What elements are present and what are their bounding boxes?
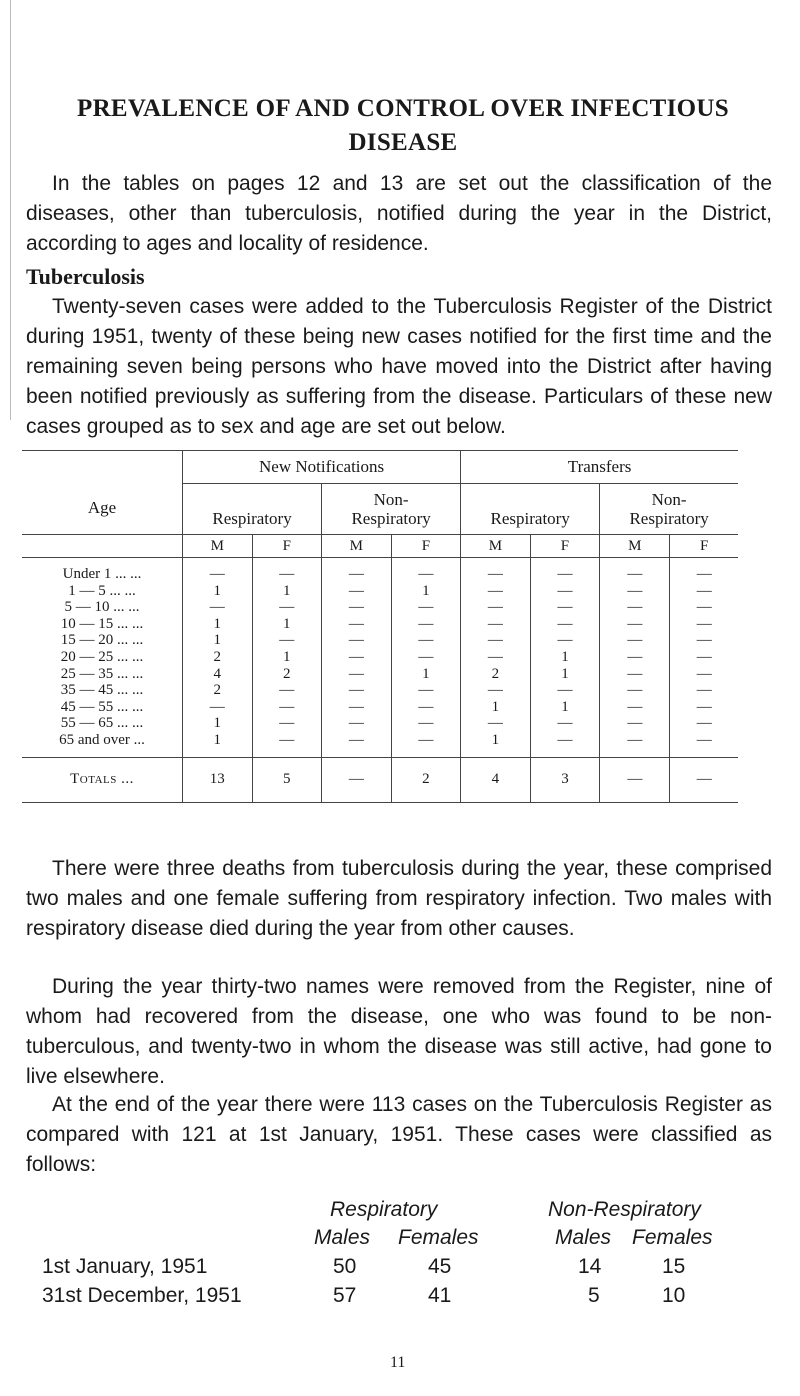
count-cell: —: [252, 558, 322, 583]
count-cell: —: [183, 699, 253, 716]
count-cell: —: [322, 715, 392, 732]
table-row: [22, 558, 738, 583]
title-line-1: PREVALENCE OF AND CONTROL OVER INFECTIOUS: [77, 95, 729, 122]
title-line-2: DISEASE: [348, 129, 458, 156]
totals-cell: 3: [530, 757, 600, 802]
count-cell: —: [322, 616, 392, 633]
count-cell: —: [322, 649, 392, 666]
non-respiratory-males-label: Males: [555, 1226, 612, 1249]
classification-value: 57: [333, 1284, 357, 1307]
count-cell: 1: [252, 616, 322, 633]
count-cell: —: [530, 732, 600, 757]
count-cell: —: [670, 699, 738, 716]
subheader-transfer-non-respiratory: Non- Respiratory: [600, 484, 738, 535]
count-cell: —: [530, 616, 600, 633]
table-body: [22, 558, 738, 758]
sex-header: F: [530, 535, 600, 558]
age-column-header: Age: [22, 451, 183, 535]
count-cell: —: [670, 616, 738, 633]
count-cell: —: [461, 616, 531, 633]
count-cell: —: [600, 715, 670, 732]
totals-cell: 5: [252, 757, 322, 802]
page-edge-rule: [10, 0, 11, 420]
subheader-transfer-respiratory: Respiratory: [461, 484, 600, 535]
count-cell: —: [391, 558, 461, 583]
count-cell: —: [252, 599, 322, 616]
totals-cell: —: [600, 757, 670, 802]
count-cell: —: [530, 715, 600, 732]
count-cell: —: [461, 599, 531, 616]
respiratory-females-label: Females: [398, 1226, 479, 1249]
non-respiratory-females-label: Females: [632, 1226, 713, 1249]
count-cell: 1: [530, 666, 600, 683]
transfers-header: Transfers: [461, 451, 738, 484]
count-cell: 1: [530, 699, 600, 716]
age-range-cell: 1 — 5 ... ...: [68, 582, 136, 599]
count-cell: —: [461, 649, 531, 666]
table-row: [22, 583, 738, 600]
count-cell: —: [670, 732, 738, 757]
classification-value: 50: [333, 1255, 357, 1278]
subheader-new-non-respiratory: Non- Respiratory: [322, 484, 461, 535]
count-cell: —: [600, 558, 670, 583]
age-range-cell: 25 — 35 ... ...: [60, 665, 144, 682]
count-cell: —: [600, 699, 670, 716]
table-row: [22, 682, 738, 699]
count-cell: —: [600, 682, 670, 699]
totals-cell: 2: [391, 757, 461, 802]
count-cell: 2: [252, 666, 322, 683]
count-cell: —: [670, 583, 738, 600]
count-cell: —: [391, 682, 461, 699]
classification-value: 10: [662, 1284, 686, 1307]
count-cell: —: [252, 632, 322, 649]
totals-cell: 13: [183, 757, 253, 802]
sex-header: F: [391, 535, 461, 558]
totals-cell: —: [670, 757, 738, 802]
totals-label: Totals ...: [22, 757, 183, 802]
classification-row-label: 1st January, 1951: [42, 1255, 208, 1278]
count-cell: 1: [530, 649, 600, 666]
count-cell: —: [461, 583, 531, 600]
age-range-cell: 10 — 15 ... ...: [60, 615, 144, 632]
age-range-cell: 45 — 55 ... ...: [60, 698, 144, 715]
count-cell: —: [391, 715, 461, 732]
age-range-cell: 55 — 65 ... ...: [60, 715, 144, 732]
count-cell: —: [391, 649, 461, 666]
count-cell: 2: [183, 682, 253, 699]
count-cell: —: [322, 732, 392, 757]
count-cell: —: [322, 699, 392, 716]
sex-header: M: [322, 535, 392, 558]
count-cell: —: [252, 732, 322, 757]
count-cell: —: [322, 583, 392, 600]
count-cell: —: [252, 699, 322, 716]
count-cell: —: [600, 732, 670, 757]
subheader-new-respiratory: Respiratory: [183, 484, 322, 535]
count-cell: —: [461, 558, 531, 583]
count-cell: —: [670, 558, 738, 583]
table-row: [22, 616, 738, 633]
count-cell: 1: [391, 583, 461, 600]
respiratory-group-label: Respiratory: [330, 1198, 438, 1221]
sex-header: M: [600, 535, 670, 558]
classification-value: 5: [588, 1284, 600, 1307]
count-cell: —: [530, 599, 600, 616]
table-row: [22, 715, 738, 732]
age-range-cell: 5 — 10 ... ...: [64, 599, 140, 616]
totals-row: [22, 757, 738, 802]
age-range-cell: 65 and over ...: [59, 731, 145, 748]
count-cell: —: [322, 666, 392, 683]
tuberculosis-paragraph: Twenty-seven cases were added to the Tuberculosis Register of the District during 1951, twenty of these being new cases notified for the first time and the remaining seven being persons who have moved into the District after having been notified previously as suffering from the disease. Particulars of these new cases grouped as to sex and age are set out below.: [26, 295, 772, 438]
count-cell: 4: [183, 666, 253, 683]
count-cell: —: [600, 583, 670, 600]
age-range-cell: 15 — 20 ... ...: [60, 632, 144, 649]
table-row: [22, 632, 738, 649]
age-range-cell: 20 — 25 ... ...: [60, 648, 144, 665]
deaths-paragraph: There were three deaths from tuberculosis during the year, these comprised two males and one female suffering from respiratory infection. Two males with respiratory disease died during the year from other causes.: [26, 857, 772, 940]
totals-cell: —: [322, 757, 392, 802]
count-cell: —: [322, 682, 392, 699]
count-cell: 1: [461, 732, 531, 757]
count-cell: —: [252, 682, 322, 699]
count-cell: —: [530, 558, 600, 583]
count-cell: —: [252, 715, 322, 732]
count-cell: —: [322, 632, 392, 649]
count-cell: —: [461, 715, 531, 732]
count-cell: —: [461, 632, 531, 649]
count-cell: —: [391, 699, 461, 716]
count-cell: —: [670, 666, 738, 683]
non-respiratory-group-label: Non-Respiratory: [548, 1198, 701, 1221]
sex-header: M: [461, 535, 531, 558]
table-row: [22, 649, 738, 666]
intro-paragraph: In the tables on pages 12 and 13 are set out the classification of the diseases, other than tuberculosis, notified during the year in the District, according to ages and locality of residence.: [26, 172, 772, 255]
table-group-header-row: [22, 451, 738, 484]
count-cell: —: [670, 682, 738, 699]
count-cell: —: [600, 632, 670, 649]
totals-cell: 4: [461, 757, 531, 802]
count-cell: —: [600, 649, 670, 666]
count-cell: —: [670, 632, 738, 649]
count-cell: —: [530, 632, 600, 649]
tuberculosis-cases-table: [22, 450, 738, 803]
count-cell: 2: [461, 666, 531, 683]
count-cell: 1: [252, 649, 322, 666]
count-cell: —: [391, 632, 461, 649]
count-cell: 1: [252, 583, 322, 600]
count-cell: —: [530, 583, 600, 600]
count-cell: —: [670, 599, 738, 616]
count-cell: —: [461, 682, 531, 699]
table-row: [22, 732, 738, 757]
count-cell: 1: [183, 632, 253, 649]
page-title: [28, 92, 778, 160]
table-row: [22, 699, 738, 716]
count-cell: —: [183, 558, 253, 583]
classification-row-label: 31st December, 1951: [42, 1284, 242, 1307]
table-row: [22, 666, 738, 683]
table-row: [22, 599, 738, 616]
count-cell: —: [530, 682, 600, 699]
count-cell: —: [391, 616, 461, 633]
count-cell: —: [322, 558, 392, 583]
sex-header: F: [670, 535, 738, 558]
count-cell: —: [600, 666, 670, 683]
classification-value: 14: [578, 1255, 602, 1278]
count-cell: —: [391, 599, 461, 616]
count-cell: —: [670, 715, 738, 732]
classification-value: 45: [428, 1255, 452, 1278]
count-cell: 1: [183, 583, 253, 600]
count-cell: 1: [183, 715, 253, 732]
tuberculosis-heading: Tuberculosis: [26, 264, 145, 289]
age-range-cell: Under 1 ... ...: [62, 566, 142, 582]
count-cell: —: [183, 599, 253, 616]
count-cell: —: [391, 732, 461, 757]
page-number: 11: [390, 1354, 406, 1371]
count-cell: 1: [183, 732, 253, 757]
count-cell: —: [322, 599, 392, 616]
new-notifications-header: New Notifications: [183, 451, 461, 484]
count-cell: —: [670, 649, 738, 666]
count-cell: —: [600, 616, 670, 633]
sex-header-row: [22, 535, 738, 558]
classification-value: 41: [428, 1284, 452, 1307]
count-cell: —: [600, 599, 670, 616]
removed-paragraph: During the year thirty-two names were removed from the Register, nine of whom had recovered from the disease, one who was found to be non-tuberculous, and twenty-two in whom the disease was still active, had gone to live elsewhere.: [26, 975, 772, 1088]
count-cell: 1: [391, 666, 461, 683]
sex-header: F: [252, 535, 322, 558]
count-cell: 1: [461, 699, 531, 716]
year-end-paragraph: At the end of the year there were 113 cases on the Tuberculosis Register as compared with 121 at 1st January, 1951. These cases were classified as follows:: [26, 1093, 772, 1176]
sex-header: M: [183, 535, 253, 558]
count-cell: 2: [183, 649, 253, 666]
age-range-cell: 35 — 45 ... ...: [60, 682, 144, 699]
age-sex-spacer: [22, 535, 183, 558]
count-cell: 1: [183, 616, 253, 633]
respiratory-males-label: Males: [314, 1226, 371, 1249]
classification-value: 15: [662, 1255, 686, 1278]
